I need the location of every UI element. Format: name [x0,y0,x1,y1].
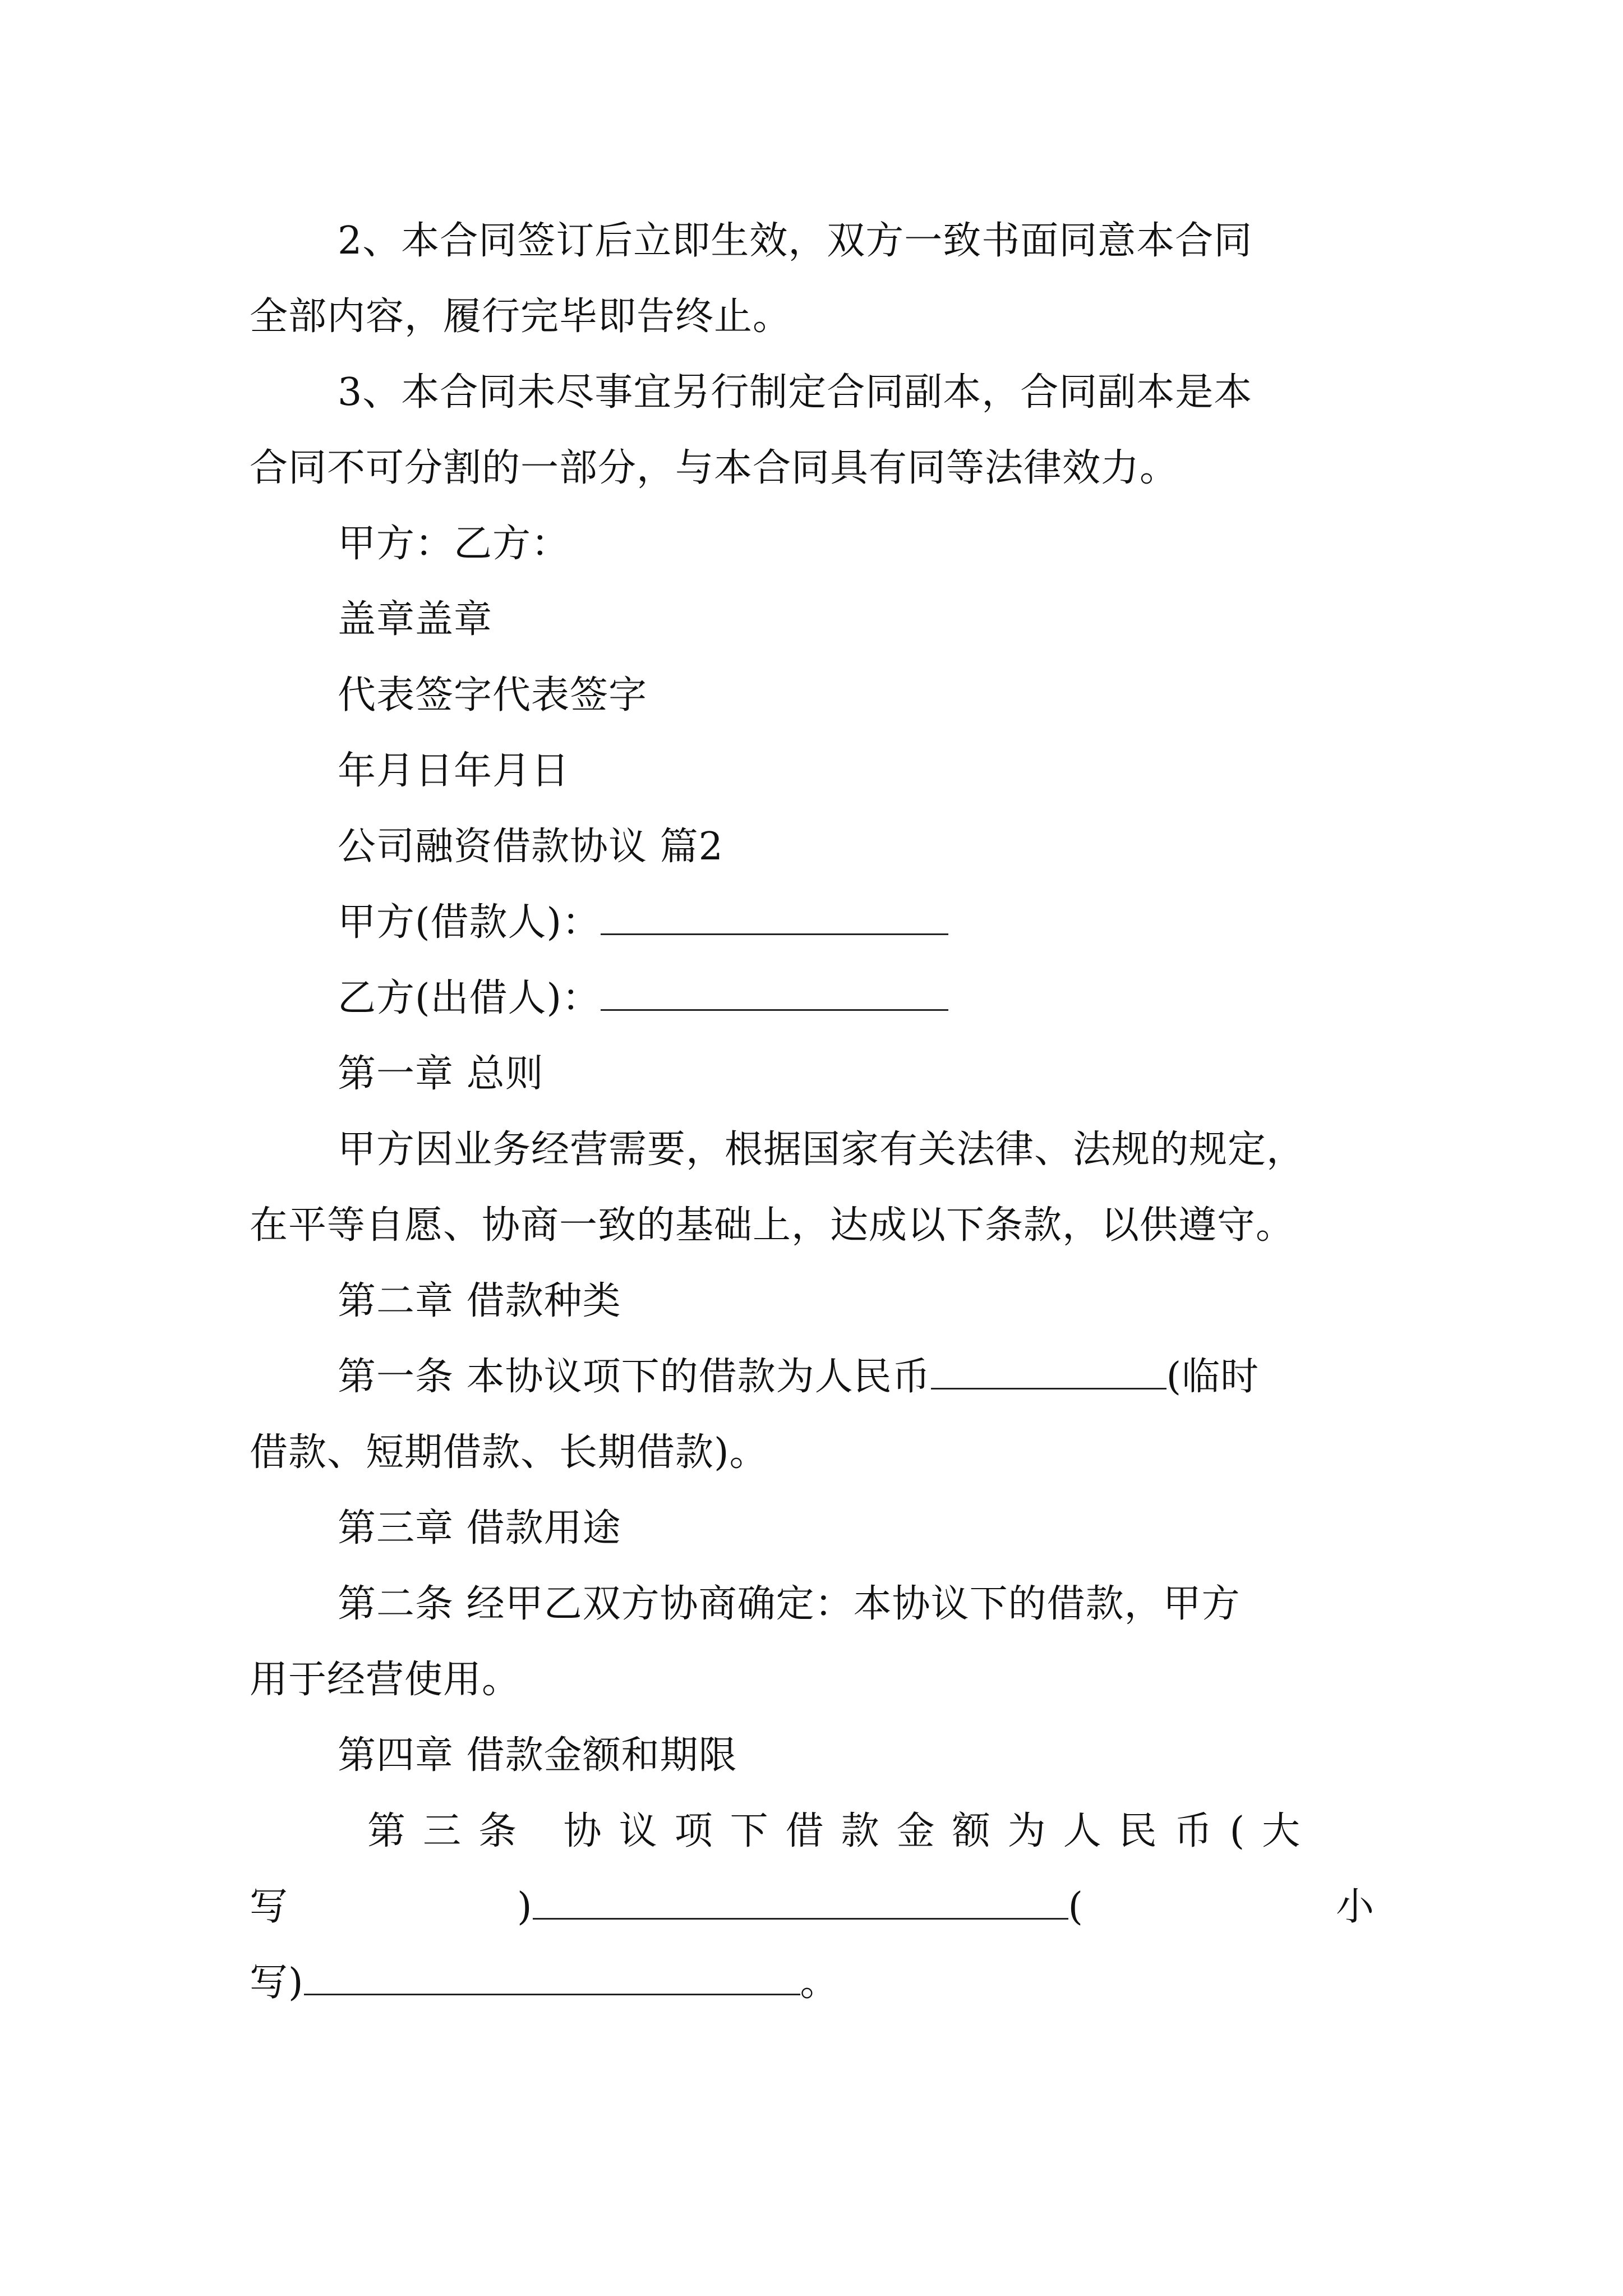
lender-line [338,973,948,1024]
paragraph-line: 2、本合同签订后立即生效，双方一致书面同意本合同 [338,219,1253,263]
amount-text: 。 [800,1961,839,2005]
chapter-heading: 第四章 借款金额和期限 [338,1733,737,1778]
borrower-label: 甲方(借款人)： [338,900,601,945]
paragraph-line: 合同不可分割的一部分，与本合同具有同等法律效力。 [250,446,1179,490]
amount-line [517,1882,1083,1932]
borrower-line [338,898,948,948]
amount-uppercase-blank [533,1883,1068,1920]
paragraph-line: 用于经营使用。 [250,1658,521,1702]
amount-lowercase-blank [304,1959,800,1995]
lender-label: 乙方(出借人)： [338,976,601,1020]
paragraph-line: 第二条 经甲乙双方协商确定：本协议下的借款，甲方 [338,1582,1241,1626]
amount-text: ( [1068,1885,1084,1929]
signature-sign-line: 代表签字代表签字 [338,673,648,717]
borrower-blank [601,899,948,935]
amount-text: ) [517,1885,533,1929]
signature-date-line: 年月日年月日 [338,749,570,793]
paragraph-line: 借款、短期借款、长期借款)。 [250,1430,768,1475]
paragraph-line: 3、本合同未尽事宜另行制定合同副本，合同副本是本 [338,370,1253,415]
article-text: (临时 [1166,1355,1260,1399]
section-title: 公司融资借款协议 篇2 [338,825,723,869]
signature-seal-line: 盖章盖章 [338,597,493,642]
loan-type-blank [931,1353,1166,1389]
lender-blank [601,974,948,1011]
chapter-heading: 第三章 借款用途 [338,1506,621,1550]
paragraph-line: 甲方因业务经营需要，根据国家有关法律、法规的规定， [338,1128,1306,1172]
amount-line [1336,1882,1375,1932]
chapter-heading: 第一章 总则 [338,1052,544,1096]
chapter-heading: 第二章 借款种类 [338,1279,621,1323]
amount-text: 写 [250,1885,289,1929]
article-line [338,1352,1259,1402]
article-line: 第三条 协议项下借款金额为人民币(大 [367,1809,1318,1853]
paragraph-line: 全部内容，履行完毕即告终止。 [250,295,792,339]
amount-line [250,1882,288,1932]
amount-text: 写) [250,1961,304,2005]
paragraph-line: 在平等自愿、协商一致的基础上，达成以下条款，以供遵守。 [250,1203,1295,1248]
signature-party-line: 甲方：乙方： [338,522,570,566]
article-text: 第一条 本协议项下的借款为人民币 [338,1355,931,1399]
amount-line [250,1958,839,2008]
amount-text: 小 [1336,1885,1375,1929]
